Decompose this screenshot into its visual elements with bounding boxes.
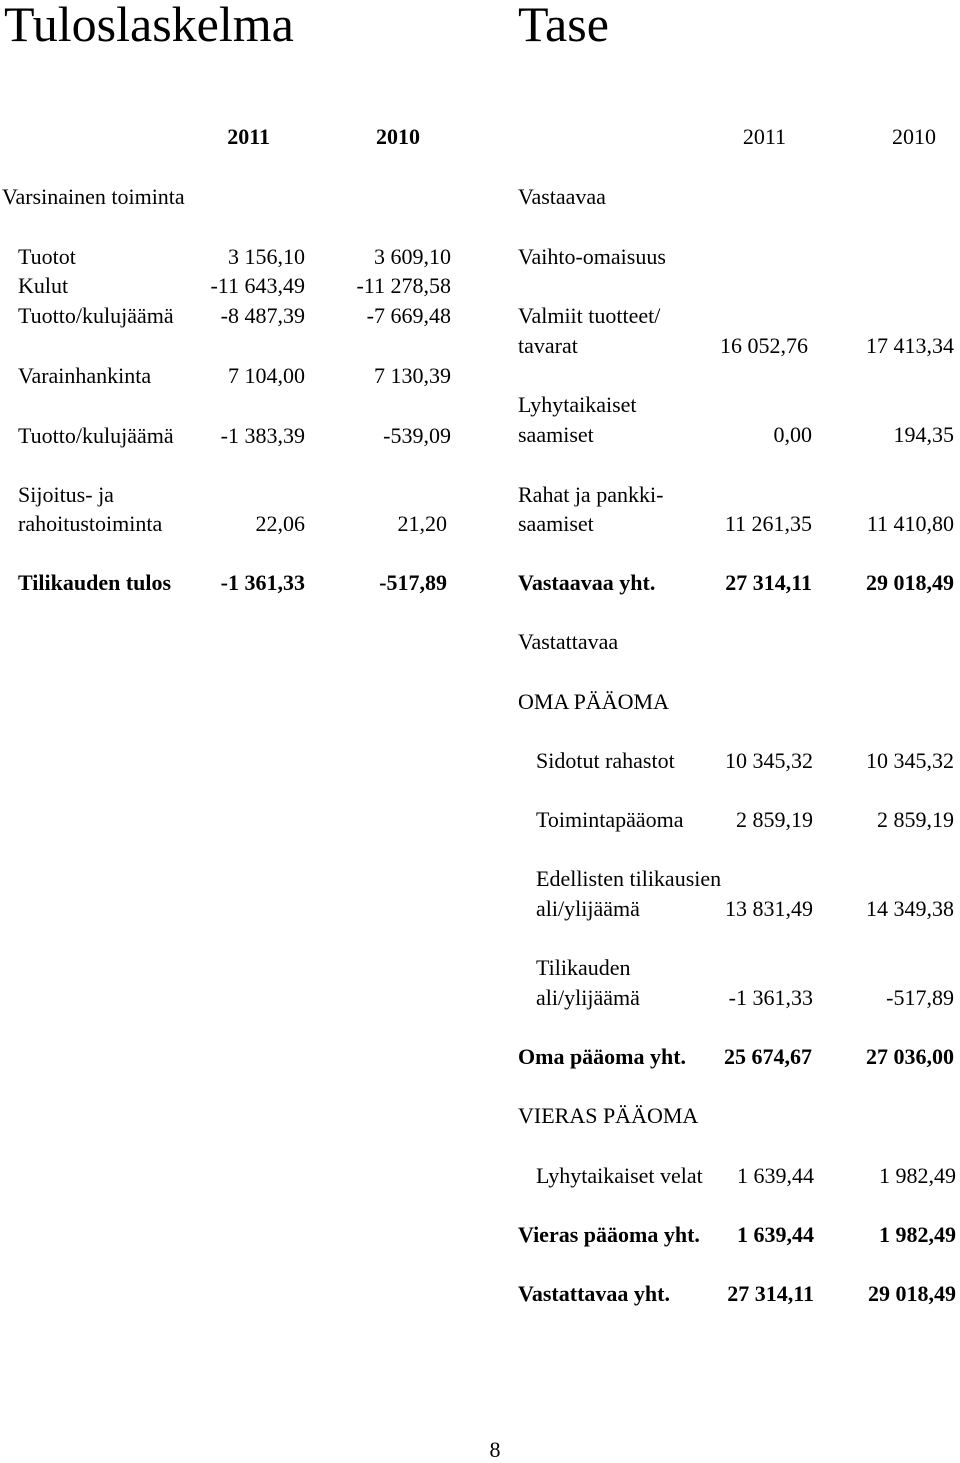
liabilities-total-label: Vastattavaa yht. <box>518 1281 670 1306</box>
balance-row-value-2011: 0,00 <box>773 422 812 447</box>
balance-row-label: Lyhytaikaiset <box>518 392 637 417</box>
debt-row-value-2011: 1 639,44 <box>737 1163 814 1188</box>
balance-row-value-2010: 194,35 <box>893 422 954 447</box>
income-year-2010: 2010 <box>376 124 420 149</box>
debt-row-value-2010: 1 982,49 <box>879 1163 956 1188</box>
equity-total-label: Oma pääoma yht. <box>518 1044 687 1069</box>
income-row-value-2011: -11 643,49 <box>210 273 305 298</box>
income-row-value-2011: -1 383,39 <box>220 423 305 448</box>
equity-row-value-2010: -517,89 <box>886 985 954 1010</box>
balance-sheet-title: Tase <box>518 0 609 52</box>
assets-heading: Vastaavaa <box>518 184 606 209</box>
balance-year-2011: 2011 <box>742 124 786 149</box>
section-heading: Varsinainen toiminta <box>2 184 185 209</box>
income-row-value-2010: -11 278,58 <box>356 273 451 298</box>
equity-row-label: Tilikauden <box>536 955 631 980</box>
inventory-heading: Vaihto-omaisuus <box>518 244 666 269</box>
income-result-value-2010: -517,89 <box>379 570 447 595</box>
income-year-2011: 2011 <box>227 124 270 149</box>
equity-total-value-2011: 25 674,67 <box>724 1044 812 1069</box>
debt-total-value-2010: 1 982,49 <box>879 1222 956 1247</box>
equity-row-value-2011: 10 345,32 <box>725 748 813 773</box>
income-row-value-2010: -7 669,48 <box>366 303 451 328</box>
income-row-label: Kulut <box>18 273 69 298</box>
equity-row-value-2011: 2 859,19 <box>736 807 813 832</box>
assets-total-label: Vastaavaa yht. <box>518 570 656 595</box>
income-row-label: Tuotto/kulujäämä <box>18 423 174 448</box>
equity-row-value-2010: 2 859,19 <box>877 807 954 832</box>
income-row-value-2011: 7 104,00 <box>228 363 305 388</box>
assets-total-value-2011: 27 314,11 <box>725 570 812 595</box>
income-row-value-2011: 3 156,10 <box>228 244 305 269</box>
equity-heading: OMA PÄÄOMA <box>518 689 669 714</box>
assets-total-value-2010: 29 018,49 <box>866 570 954 595</box>
income-row-label: Tuotto/kulujäämä <box>18 303 174 328</box>
balance-row-label: saamiset <box>518 511 594 536</box>
equity-row-label: Edellisten tilikausien <box>536 866 722 891</box>
equity-row-label: Sidotut rahastot <box>536 748 675 773</box>
equity-row-value-2010: 10 345,32 <box>866 748 954 773</box>
income-row-value-2011: 22,06 <box>255 511 305 536</box>
equity-row-value-2011: -1 361,33 <box>728 985 813 1010</box>
debt-total-value-2011: 1 639,44 <box>737 1222 814 1247</box>
balance-row-label: Rahat ja pankki- <box>518 482 664 507</box>
equity-row-label: Toimintapääoma <box>536 807 684 832</box>
liabilities-total-value-2011: 27 314,11 <box>727 1281 814 1306</box>
balance-row-label: tavarat <box>518 333 578 358</box>
income-row-value-2010: 3 609,10 <box>374 244 451 269</box>
debt-total-label: Vieras pääoma yht. <box>518 1222 700 1247</box>
equity-row-label: ali/ylijäämä <box>536 985 640 1010</box>
page-number: 8 <box>489 1437 501 1462</box>
balance-year-2010: 2010 <box>892 124 936 149</box>
income-statement-title: Tuloslaskelma <box>4 0 294 52</box>
income-row-value-2010: 7 130,39 <box>374 363 451 388</box>
balance-row-value-2011: 11 261,35 <box>724 511 812 536</box>
income-row-label: Tuotot <box>18 244 76 269</box>
income-result-label: Tilikauden tulos <box>18 570 172 595</box>
debt-row-label: Lyhytaikaiset velat <box>536 1163 703 1188</box>
liabilities-heading: Vastattavaa <box>518 629 619 654</box>
liabilities-total-value-2010: 29 018,49 <box>868 1281 956 1306</box>
income-row-value-2010: -539,09 <box>383 423 451 448</box>
income-row-label: Sijoitus- ja <box>18 482 114 507</box>
equity-row-value-2011: 13 831,49 <box>725 896 813 921</box>
balance-row-value-2011: 16 052,76 <box>720 333 808 358</box>
equity-row-value-2010: 14 349,38 <box>866 896 954 921</box>
balance-row-label: saamiset <box>518 422 594 447</box>
balance-row-label: Valmiit tuotteet/ <box>518 303 661 328</box>
equity-total-value-2010: 27 036,00 <box>866 1044 954 1069</box>
income-row-value-2011: -8 487,39 <box>220 303 305 328</box>
income-row-label: rahoitustoiminta <box>18 511 163 536</box>
income-row-label: Varainhankinta <box>18 363 152 388</box>
debt-heading: VIERAS PÄÄOMA <box>518 1103 699 1128</box>
equity-row-label: ali/ylijäämä <box>536 896 640 921</box>
income-result-value-2011: -1 361,33 <box>220 570 305 595</box>
balance-row-value-2010: 17 413,34 <box>866 333 954 358</box>
income-row-value-2010: 21,20 <box>397 511 447 536</box>
balance-row-value-2010: 11 410,80 <box>866 511 954 536</box>
